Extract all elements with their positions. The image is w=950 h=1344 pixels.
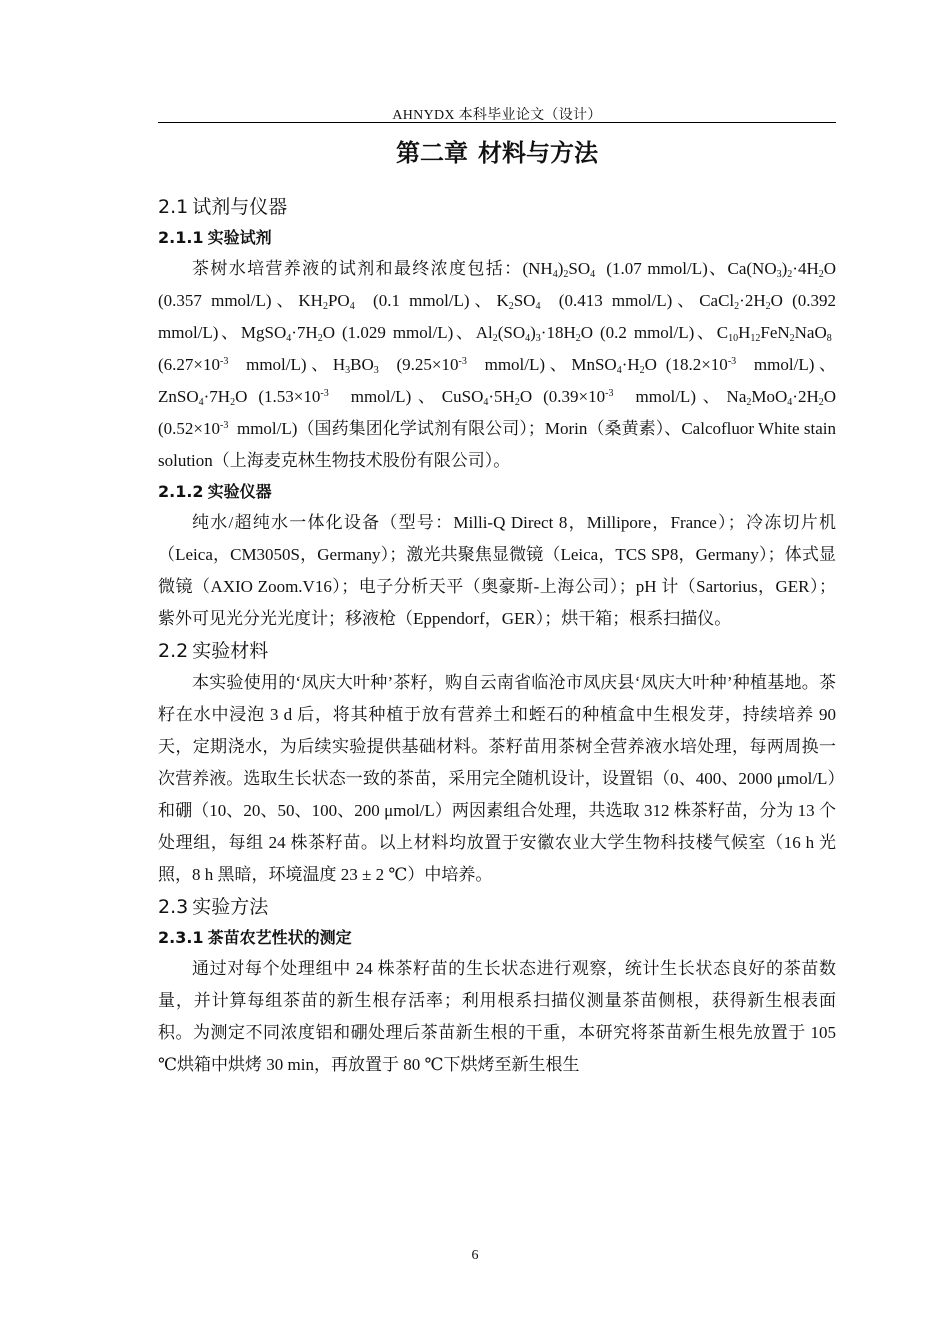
section-number: 2.1.1	[158, 228, 204, 247]
chapter-number: 第二章	[396, 139, 468, 167]
reagent-item: $C_{10}H_{12}FeN_2NaO_8$ ($6.27\times 10^{-3}$ mmol/L)	[158, 323, 836, 374]
reagent-item: $Al_2(SO_4)_3\cdot 18H_2O$ (0.2 mmol/L)	[475, 323, 695, 344]
section-number: 2.3	[158, 896, 189, 918]
reagent-item: $K_2SO_4$ (0.413 mmol/L)	[496, 291, 673, 312]
methods-paragraph: 通过对每个处理组中 24 株茶籽苗的生长状态进行观察，统计生长状态良好的茶苗数量，并计算每组茶苗的新生根存活率；利用根系扫描仪测量茶苗侧根，获得新生根表面积。为测定不同浓度铝和硼处理后茶苗新生根的干重，本研究将茶苗新生根先放置于 105 ℃烘箱中烘烤 30 min，再放置于 80 ℃下烘烤至新生根生	[158, 959, 836, 1074]
section-number: 2.1	[158, 196, 189, 218]
section-heading-2-1-2	[158, 477, 836, 507]
reagent-item: $ZnSO_4\cdot 7H_2O$ ($1.53\times 10^{-3}$ mmol/L)	[158, 387, 412, 408]
reagent-item: $MnSO_4\cdot H_2O$ ($18.2\times 10^{-3}$ mmol/L)	[571, 355, 815, 376]
section-title: 实验材料	[192, 640, 269, 662]
reagent-supplier: （国药集团化学试剂有限公司）；	[297, 419, 545, 438]
section-title: 试剂与仪器	[192, 196, 288, 218]
reagent-item: $H_3BO_3$ ($9.25\times 10^{-3}$ mmol/L)	[332, 355, 546, 376]
reagent-morin: Morin（桑黄素）、Calcofluor White stain solution（上海麦克林生物技术股份有限公司）。	[158, 419, 836, 470]
reagent-item: $Ca(NO_3)_2\cdot 4H_2O$ (0.357 mmol/L)	[158, 259, 837, 310]
section-title: 实验方法	[192, 896, 269, 918]
reagents-intro: 茶树水培营养液的试剂和最终浓度包括：	[192, 259, 523, 278]
section-title: 实验试剂	[207, 228, 272, 247]
section-title: 实验仪器	[207, 482, 272, 501]
reagent-item: $Na_2MoO_4\cdot 2H_2O$ ($0.52\times 10^{-3}$ mmol/L)	[158, 387, 837, 438]
materials-paragraph: 本实验使用的‘凤庆大叶种’茶籽，购自云南省临沧市凤庆县‘凤庆大叶种’种植基地。茶籽在水中浸泡 3 d 后，将其种植于放有营养土和蛭石的种植盒中生根发芽，持续培养 90 天，定期浇水，为后续实验提供基础材料。茶籽苗用茶树全营养液水培处理，每两周换一次营养液。选取生长状态一致的茶苗，采用完全随机设计，设置铝（0、400、2000 μmol/L）和硼（10、20、50、100、200 μmol/L）两因素组合处理，共选取 312 株茶籽苗，分为 13 个处理组，每组 24 株茶籽苗。以上材料均放置于安徽农业大学生物科技楼气候室（16 h 光照，8 h 黑暗，环境温度 23 ± 2 ℃）中培养。	[158, 673, 836, 884]
reagent-item: $MgSO_4\cdot 7H_2O$ (1.029 mmol/L)	[240, 323, 454, 344]
instruments-paragraph: 纯水/超纯水一体化设备（型号：Milli-Q Direct 8，Millipore，France）；冷冻切片机（Leica，CM3050S，Germany）；激光共聚焦显微镜（Leica，TCS SP8，Germany）；体式显微镜（AXIO Zoom.V16）；电子分析天平（奥豪斯-上海公司）；pH 计（Sartorius，GER）；紫外可见光分光光度计；移液枪（Eppendorf，GER）；烘干箱；根系扫描仪。	[158, 513, 836, 628]
section-heading-2-1-1	[158, 223, 836, 253]
chapter-name: 材料与方法	[478, 139, 598, 167]
section-number: 2.1.2	[158, 482, 204, 501]
reagent-item: $(NH_4)_2SO_4$ (1.07 mmol/L)	[522, 259, 708, 280]
reagents-paragraph: 茶树水培营养液的试剂和最终浓度包括：$(NH_4)_2SO_4$ (1.07 mmol/L)、$Ca(NO_3)_2\cdot 4H_2O$ (0.357 mmol/L)、$KH_2PO_4$ (0.1 mmol/L)、$K_2SO_4$ (0.413 mmol/L)、$CaCl_2\cdot 2H_2O$ (0.392 mmol/L)、$MgSO_4\cdot 7H_2O$ (1.029 mmol/L)、$Al_2(SO_4)_3\cdot 18H_2O$ (0.2 mmol/L)、$C_{10}H_{12}FeN_2NaO_8$ ($6.27\times 10^{-3}$ mmol/L)、$H_3BO_3$ ($9.25\times 10^{-3}$ mmol/L)、$MnSO_4\cdot H_2O$ ($18.2\times 10^{-3}$ mmol/L)、$ZnSO_4\cdot 7H_2O$ ($1.53\times 10^{-3}$ mmol/L)、$CuSO_4\cdot 5H_2O$ ($0.39\times 10^{-3}$ mmol/L)、$Na_2MoO_4\cdot 2H_2O$ ($0.52\times 10^{-3}$ mmol/L)（国药集团化学试剂有限公司）；Morin（桑黄素）、Calcofluor White stain solution（上海麦克林生物技术股份有限公司）。	[158, 259, 837, 470]
chapter-title	[158, 133, 836, 173]
section-heading-2-2	[158, 635, 836, 667]
section-heading-2-3	[158, 891, 836, 923]
reagent-item: $CuSO_4\cdot 5H_2O$ ($0.39\times 10^{-3}$ mmol/L)	[441, 387, 696, 408]
reagent-item: $CaCl_2\cdot 2H_2O$ (0.392 mmol/L)	[158, 291, 836, 342]
section-number: 2.2	[158, 640, 189, 662]
section-heading-2-1	[158, 191, 836, 223]
page-content	[158, 133, 836, 1081]
header-rule	[158, 122, 836, 123]
reagent-item: $KH_2PO_4$ (0.1 mmol/L)	[298, 291, 470, 312]
running-header: AHNYDX 本科毕业论文（设计）	[392, 108, 602, 123]
section-heading-2-3-1	[158, 923, 836, 953]
section-number: 2.3.1	[158, 928, 204, 947]
section-title: 茶苗农艺性状的测定	[207, 928, 352, 947]
page-number: 6	[471, 1248, 479, 1263]
